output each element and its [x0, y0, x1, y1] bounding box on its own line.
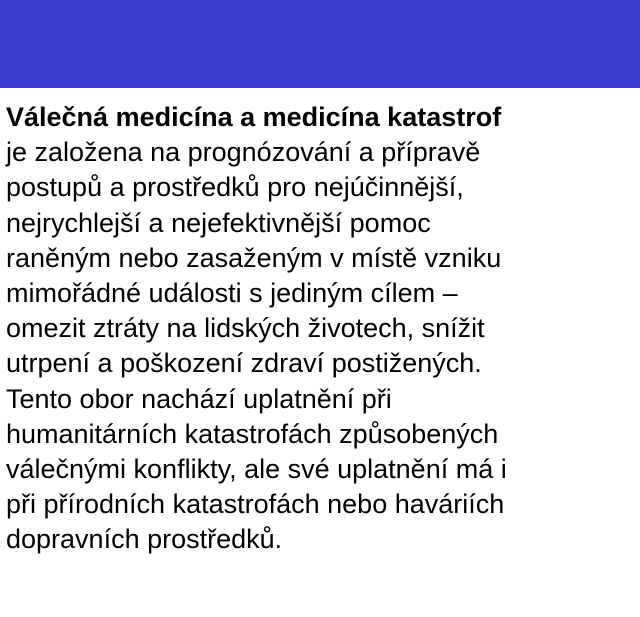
text-line-4: raněným nebo zasaženým v místě vzniku [6, 242, 502, 273]
header-bar [0, 0, 640, 88]
text-line-7: utrpení a poškození zdraví postižených. [6, 348, 482, 379]
text-line-12: dopravních prostředků. [6, 524, 283, 555]
text-block [6, 100, 636, 558]
text-line-6: omezit ztráty na lidských životech, snížit [6, 313, 485, 344]
text-line-2: postupů a prostředků pro nejúčinnější, [6, 172, 464, 203]
text-line-10: válečnými konflikty, ale své uplatnění má i [6, 454, 507, 485]
text-line-9: humanitárních katastrofách způsobených [6, 418, 499, 449]
text-line-11: při přírodních katastrofách nebo haváriích [6, 489, 505, 520]
text-line-5: mimořádné události s jediným cílem – [6, 278, 458, 309]
text-line-3: nejrychlejší a nejefektivnější pomoc [6, 207, 431, 238]
document-title: Válečná medicína a medicína katastrof [6, 102, 502, 132]
text-line-8: Tento obor nachází uplatnění při [6, 383, 392, 414]
text-line-1: je založena na prognózování a přípravě [6, 137, 481, 168]
